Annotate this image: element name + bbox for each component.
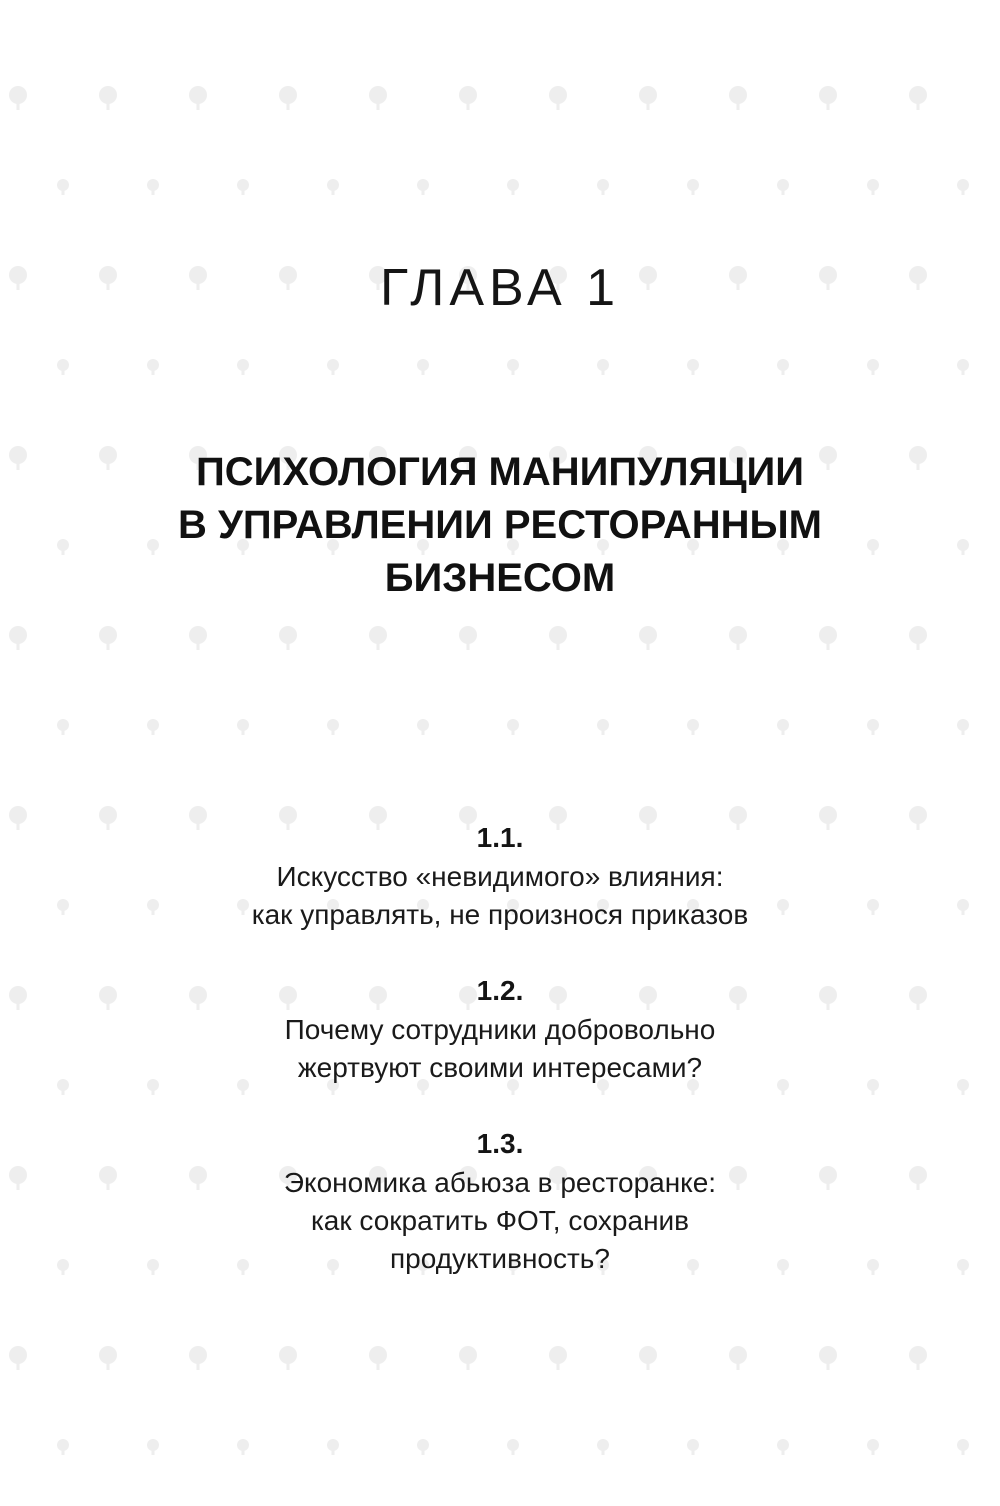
section-title-line: продуктивность?	[390, 1243, 610, 1274]
section-title-line: Экономика абьюза в ресторанке:	[283, 1167, 717, 1198]
section-item	[0, 971, 1000, 1087]
section-title-line: жертвуют своими интересами?	[297, 1052, 703, 1083]
section-list	[0, 818, 1000, 1315]
section-number: 1.2.	[476, 975, 524, 1006]
section-item	[0, 818, 1000, 934]
section-number: 1.1.	[476, 822, 524, 853]
section-number: 1.3.	[476, 1128, 524, 1159]
section-title-line: как сократить ФОТ, сохранив	[310, 1205, 690, 1236]
chapter-title-line: ПСИХОЛОГИЯ МАНИПУЛЯЦИИ	[195, 450, 805, 494]
section-title-line: как управлять, не произнося приказов	[251, 899, 749, 930]
chapter-title-line: БИЗНЕСОМ	[384, 556, 616, 600]
chapter-label: ГЛАВА 1	[379, 259, 621, 317]
chapter-title-line: В УПРАВЛЕНИИ РЕСТОРАННЫМ	[178, 503, 822, 547]
section-title-line: Почему сотрудники добровольно	[284, 1014, 716, 1045]
section-title-line: Искусство «невидимого» влияния:	[276, 861, 724, 892]
section-item	[0, 1124, 1000, 1278]
chapter-title	[0, 446, 1000, 605]
